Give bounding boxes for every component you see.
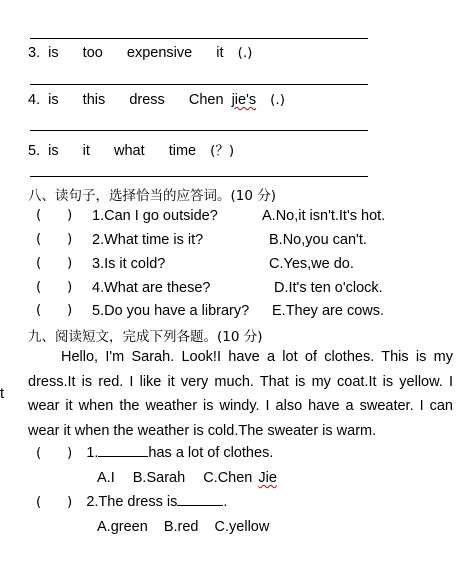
section-9-heading: 九、阅读短文，完成下列各题。(10 分) xyxy=(28,329,263,345)
reorder-item-5: 5. is it what time (？) xyxy=(28,143,235,159)
comprehension-question-2: ( ) 2.The dress is . xyxy=(36,494,228,510)
answer-blank[interactable] xyxy=(98,456,148,457)
answer-line xyxy=(30,176,368,177)
question-1-options: A.I B.Sarah C.Chen Jie xyxy=(97,470,277,486)
answer-line xyxy=(30,130,368,131)
matching-row: ( ) xyxy=(36,255,73,271)
matching-question: 4.What are these? xyxy=(92,280,211,296)
matching-row: ( ) xyxy=(36,302,73,318)
reorder-item-3: 3. is too expensive it (.) xyxy=(28,45,253,61)
matching-answer: E.They are cows. xyxy=(272,303,385,319)
margin-char: t xyxy=(0,386,5,402)
matching-question: 3.Is it cold? xyxy=(92,256,166,272)
answer-line xyxy=(30,84,368,85)
matching-row: ( ) xyxy=(36,279,73,295)
reading-passage: Hello, I'm Sarah. Look!I have a lot of clothes. This is my dress.It is red. I like it very much. That is my coat.It is yellow. I wear it when the weather is windy. I also have a sweater. I can wear it when the weather is cold.The sweater is warm. xyxy=(28,349,453,439)
matching-question: 5.Do you have a library? xyxy=(92,303,250,319)
matching-question: 2.What time is it? xyxy=(92,232,204,248)
matching-answer: D.It's ten o'clock. xyxy=(274,280,383,296)
matching-answer: B.No,you can't. xyxy=(269,232,367,248)
matching-answer: A.No,it isn't.It's hot. xyxy=(262,208,386,224)
matching-row: ( ) xyxy=(36,207,73,223)
question-2-options: A.green B.red C.yellow xyxy=(97,519,270,535)
comprehension-question-1: ( ) 1. has a lot of clothes. xyxy=(36,445,274,461)
matching-question: 1.Can I go outside? xyxy=(92,208,218,224)
reorder-item-4: 4. is this dress Chen jie's (.) xyxy=(28,92,285,108)
answer-blank[interactable] xyxy=(177,505,223,506)
section-8-heading: 八、读句子，选择恰当的应答词。(10 分) xyxy=(28,188,277,204)
answer-line xyxy=(30,38,368,39)
matching-row: ( ) xyxy=(36,231,73,247)
matching-answer: C.Yes,we do. xyxy=(269,256,354,272)
